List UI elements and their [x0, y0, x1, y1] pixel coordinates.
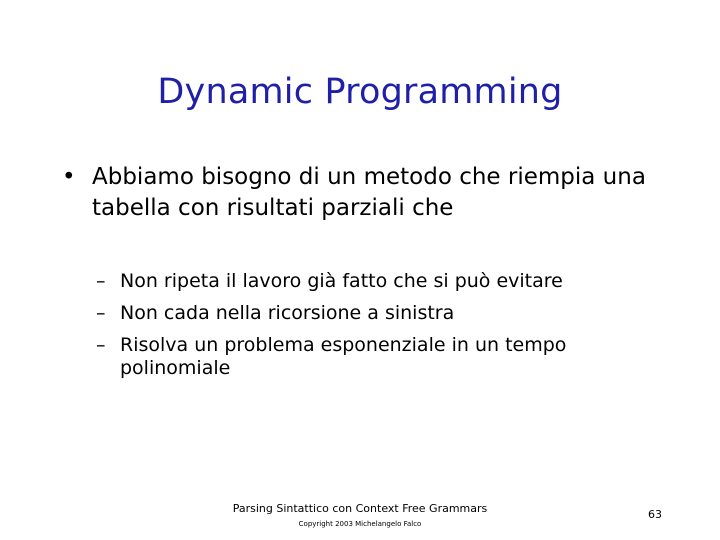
- footer-copyright: Copyright 2003 Michelangelo Falco: [298, 520, 422, 528]
- bullet-marker: •: [62, 164, 76, 190]
- page-number: 63: [648, 508, 662, 521]
- dash-marker: –: [96, 302, 106, 324]
- sub-bullet-item: [96, 270, 676, 293]
- sub-bullet-list: [96, 270, 676, 389]
- dash-marker: –: [96, 334, 106, 356]
- sub-bullet-item: [96, 334, 676, 380]
- main-bullet-text: Abbiamo bisogno di un metodo che riempia una tabella con risultati parziali che: [92, 164, 646, 221]
- sub-bullet-text: Non ripeta il lavoro già fatto che si può evitare: [120, 270, 563, 292]
- slide-footer: [210, 502, 510, 529]
- footer-title: Parsing Sintattico con Context Free Grammars: [232, 502, 488, 515]
- slide-title: Dynamic Programming: [157, 72, 563, 112]
- main-bullet: [60, 162, 680, 224]
- sub-bullet-text: Non cada nella ricorsione a sinistra: [120, 302, 455, 324]
- dash-marker: –: [96, 270, 106, 292]
- sub-bullet-item: [96, 302, 676, 325]
- sub-bullet-text: Risolva un problema esponenziale in un tempo polinomiale: [120, 334, 567, 379]
